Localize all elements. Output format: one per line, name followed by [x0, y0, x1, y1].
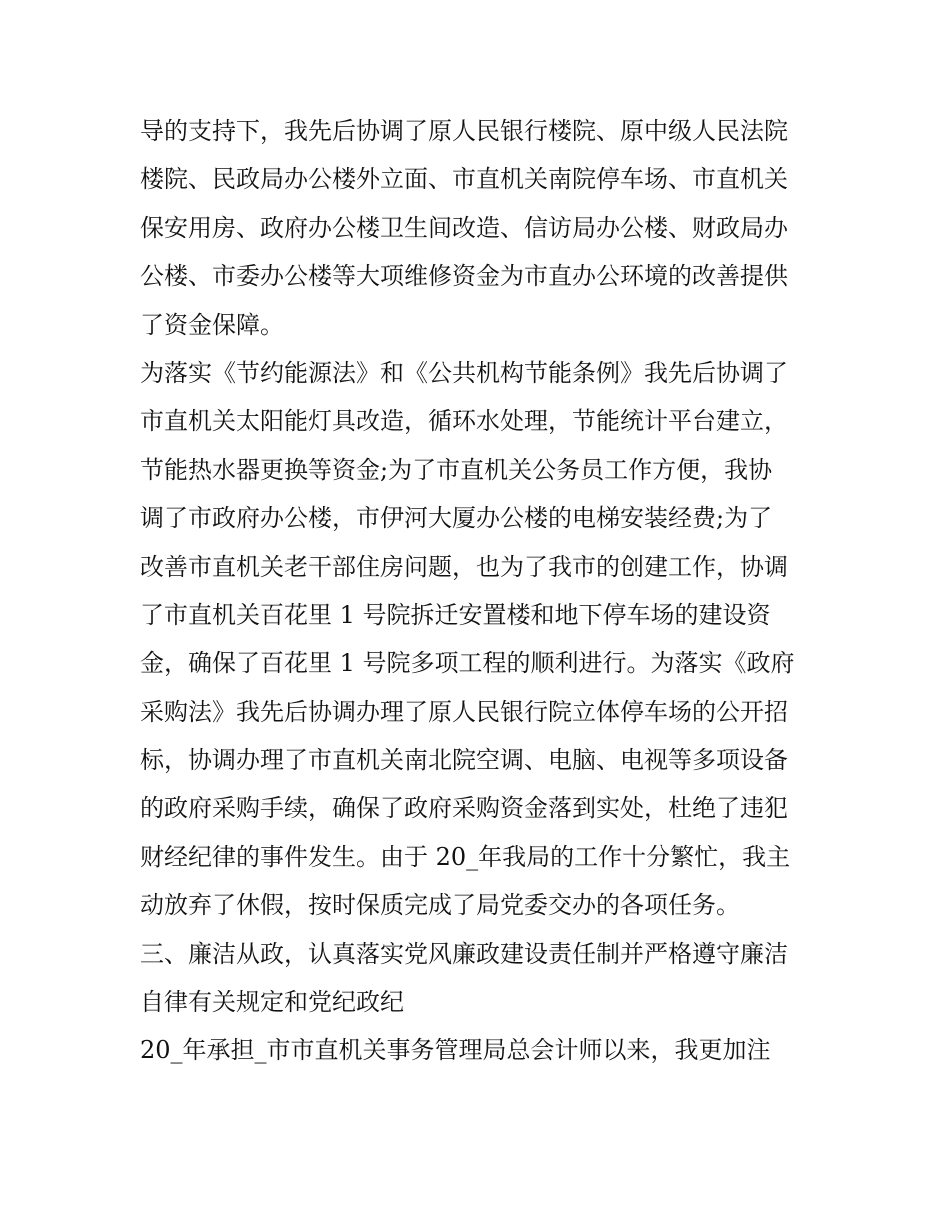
- text-line: 了市直机关百花里 1 号院拆迁安置楼和地下停车场的建设资: [140, 600, 771, 629]
- text-line: 改善市直机关老干部住房问题，也为了我市的创建工作，协调: [140, 552, 788, 581]
- text-line: 保安用房、政府办公楼卫生间改造、信访局办公楼、财政局办: [140, 213, 788, 242]
- text-line: 采购法》我先后协调办理了原人民银行院立体停车场的公开招: [140, 697, 788, 726]
- text-line: 楼院、民政局办公楼外立面、市直机关南院停车场、市直机关: [140, 165, 788, 194]
- text-line: 的政府采购手续，确保了政府采购资金落到实处，杜绝了违犯: [140, 794, 788, 823]
- text-line: 动放弃了休假，按时保质完成了局党委交办的各项任务。: [140, 891, 740, 920]
- section-heading-line: 自律有关规定和党纪政纪: [140, 988, 404, 1017]
- text-line: 市直机关太阳能灯具改造，循环水处理，节能统计平台建立，: [140, 407, 788, 436]
- text-line: 为落实《节约能源法》和《公共机构节能条例》我先后协调了: [140, 358, 788, 387]
- text-line: 节能热水器更换等资金;为了市直机关公务员工作方便，我协: [140, 455, 773, 484]
- text-line: 调了市政府办公楼，市伊河大厦办公楼的电梯安装经费;为了: [140, 504, 773, 533]
- text-line: 公楼、市委办公楼等大项维修资金为市直办公环境的改善提供: [140, 262, 788, 291]
- document-body: [140, 107, 820, 1075]
- section-heading-line: 三、廉洁从政，认真落实党风廉政建设责任制并严格遵守廉洁: [140, 939, 788, 968]
- text-line: 标，协调办理了市直机关南北院空调、电脑、电视等多项设备: [140, 746, 788, 775]
- text-line: 金，确保了百花里 1 号院多项工程的顺利进行。为落实《政府: [140, 649, 795, 678]
- text-line: 财经纪律的事件发生。由于 20_年我局的工作十分繁忙，我主: [140, 842, 791, 871]
- text-line: 导的支持下，我先后协调了原人民银行楼院、原中级人民法院: [140, 117, 788, 145]
- text-line: 了资金保障。: [140, 310, 284, 339]
- text-line: 20_年承担_市市直机关事务管理局总会计师以来，我更加注: [140, 1036, 771, 1065]
